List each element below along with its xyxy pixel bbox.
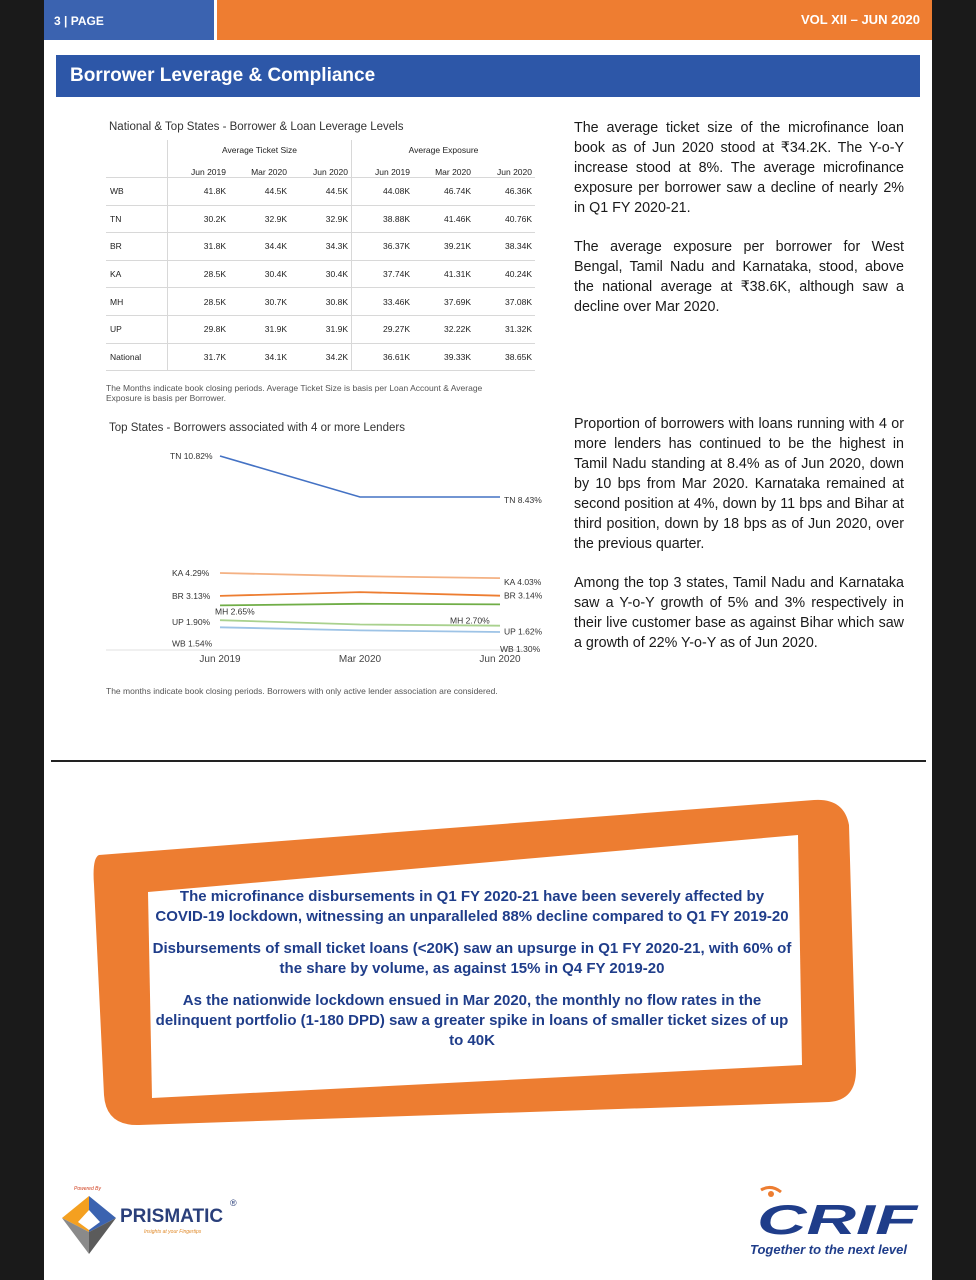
page-number: 3 | PAGE [54,14,104,28]
table-cell: 37.69K [413,288,474,316]
prismatic-tagline: Insights at your Fingertips [144,1229,202,1235]
lenders-line-chart [104,440,543,670]
table-cell: 30.2K [168,205,230,233]
section-title-bar [56,55,920,97]
series-start-label-tn: TN 10.82% [170,451,213,461]
table-cell: 41.31K [413,260,474,288]
row-state: UP [106,315,168,343]
table-cell: 38.65K [474,343,535,371]
crif-logo-text: CRIF [757,1196,920,1243]
row-state: MH [106,288,168,316]
row-state: TN [106,205,168,233]
crif-tagline: Together to the next level [750,1242,907,1257]
table-cell: 30.4K [290,260,352,288]
table-cell: 32.9K [290,205,352,233]
series-start-label-wb: WB 1.54% [172,638,213,649]
series-line-mh [220,604,500,606]
table-cell: 38.88K [352,205,414,233]
table-cell: 41.8K [168,178,230,206]
prismatic-logo-text: PRISMATIC [120,1206,224,1227]
table-cell: 31.9K [290,315,352,343]
table-row [106,178,535,206]
x-tick-label: Jun 2020 [479,654,521,665]
table-row [106,288,535,316]
table-cell: 30.8K [290,288,352,316]
chart-footnote: The months indicate book closing periods. Borrowers with only active lender association are considered. [106,686,498,696]
group-header-exposure: Average Exposure [408,145,479,155]
section-title: Borrower Leverage & Compliance [70,65,376,86]
header-banner [217,0,932,40]
row-state: WB [106,178,168,206]
series-end-label-mh: MH 2.70% [450,615,490,626]
table-cell: 31.32K [474,315,535,343]
column-header: Mar 2020 [229,160,290,178]
table-cell: 40.24K [474,260,535,288]
series-line-wb [220,627,500,632]
paragraph-ticket-size: The average ticket size of the microfinance loan book as of Jun 2020 stood at ₹34.2K. The Y-o-Y increase stood at 8%. The average microfinance exposure per borrower saw a decline of nearly 2% in Q1 FY 2020-21. [574,120,904,216]
column-header: Mar 2020 [413,160,474,178]
leverage-table [106,140,535,371]
table-cell: 31.9K [229,315,290,343]
registered-mark: ® [230,1198,237,1208]
page [44,0,932,1280]
table-cell: 34.4K [229,233,290,261]
group-header-ticket-size: Average Ticket Size [168,140,352,160]
table-cell: 46.36K [474,178,535,206]
x-tick-label: Jun 2019 [199,654,241,665]
series-line-br [220,592,500,596]
column-header: Jun 2020 [290,160,352,178]
table-cell: 37.08K [474,288,535,316]
table-cell: 30.4K [229,260,290,288]
table-footnote: The Months indicate book closing periods. Average Ticket Size is basis per Loan Account & Average Exposure is basis per Borrower. [106,383,483,404]
series-line-tn [220,456,500,497]
series-start-label-up: UP 1.90% [172,617,211,628]
table-row [106,233,535,261]
table-cell: 28.5K [168,260,230,288]
table-cell: 29.27K [352,315,414,343]
table-cell: 41.46K [413,205,474,233]
table-cell: 44.5K [229,178,290,206]
row-state: National [106,343,168,371]
table-cell: 44.08K [352,178,414,206]
row-state: KA [106,260,168,288]
powered-by-label: Powered By [74,1186,101,1192]
table-cell: 29.8K [168,315,230,343]
section-divider [51,760,926,762]
x-tick-label: Mar 2020 [338,654,382,665]
leverage-table-title: National & Top States - Borrower & Loan Leverage Levels [109,121,404,133]
table-row [106,260,535,288]
table-cell: 34.3K [290,233,352,261]
table-cell: 33.46K [352,288,414,316]
table-cell: 39.33K [413,343,474,371]
table-cell: 32.9K [229,205,290,233]
table-cell: 34.2K [290,343,352,371]
series-end-label-br: BR 3.14% [504,590,543,601]
table-cell: 37.74K [352,260,414,288]
table-cell: 40.76K [474,205,535,233]
header-page-tab [44,0,214,40]
series-end-label-tn: TN 8.43% [504,495,542,505]
table-cell: 36.37K [352,233,414,261]
table-row [106,315,535,343]
table-cell: 38.34K [474,233,535,261]
table-cell: 30.7K [229,288,290,316]
series-end-label-wb: WB 1.30% [500,644,541,654]
table-cell: 39.21K [413,233,474,261]
callout-point-1: The microfinance disbursements in Q1 FY 2020-21 have been severely affected by COVID-19 lockdown, witnessing an unparalleled 88% decline compared to Q1 FY 2019-20 [155,888,789,925]
table-cell: 32.22K [413,315,474,343]
chart-title: Top States - Borrowers associated with 4 or more Lenders [109,422,405,434]
table-cell: 31.8K [168,233,230,261]
series-start-label-ka: KA 4.29% [172,568,210,578]
callout-box [152,887,792,1063]
paragraph-lenders: Proportion of borrowers with loans running with 4 or more lenders has continued to be the highest in Tamil Nadu standing at 8.4% as of Jun 2020, down by 10 bps from Mar 2020. Karnataka remained at second position at 4%, down by 11 bps and Bihar at third position, down by 18 bps as of Jun 2020, over the previous quarter. [574,416,904,552]
table-cell: 44.5K [290,178,352,206]
table-row [106,343,535,371]
column-header: Jun 2019 [168,160,230,178]
series-end-label-ka: KA 4.03% [504,577,542,588]
series-start-label-mh: MH 2.65% [215,606,255,617]
volume-label: VOL XII – JUN 2020 [801,12,920,27]
table-cell: 36.61K [352,343,414,371]
paragraph-customer-growth: Among the top 3 states, Tamil Nadu and Karnataka saw a Y-o-Y growth of 5% and 3% respectively in their live customer base as against Bihar which saw a growth of 22% Y-o-Y as of Jun 2020. [574,575,904,651]
table-cell: 28.5K [168,288,230,316]
paragraph-exposure: The average exposure per borrower for West Bengal, Tamil Nadu and Karnataka, stood, above the national average at ₹38.6K, although saw a decline over Mar 2020. [574,239,904,315]
table-row [106,205,535,233]
column-header: Jun 2019 [352,160,414,178]
callout-point-2: Disbursements of small ticket loans (<20K) saw an upsurge in Q1 FY 2020-21, with 60% of the share by volume, as against 15% in Q4 FY 2019-20 [152,940,792,977]
series-line-ka [220,573,500,578]
table-cell: 34.1K [229,343,290,371]
prismatic-logo-icon [58,1192,120,1256]
series-start-label-br: BR 3.13% [172,590,211,601]
series-end-label-up: UP 1.62% [504,626,543,637]
row-state: BR [106,233,168,261]
crif-logo [749,1182,925,1243]
column-header: Jun 2020 [474,160,535,178]
table-cell: 31.7K [168,343,230,371]
callout-point-3: As the nationwide lockdown ensued in Mar 2020, the monthly no flow rates in the delinquent portfolio (1-180 DPD) saw a greater spike in loans of smaller ticket sizes of up to 40K [155,992,789,1049]
table-cell: 46.74K [413,178,474,206]
